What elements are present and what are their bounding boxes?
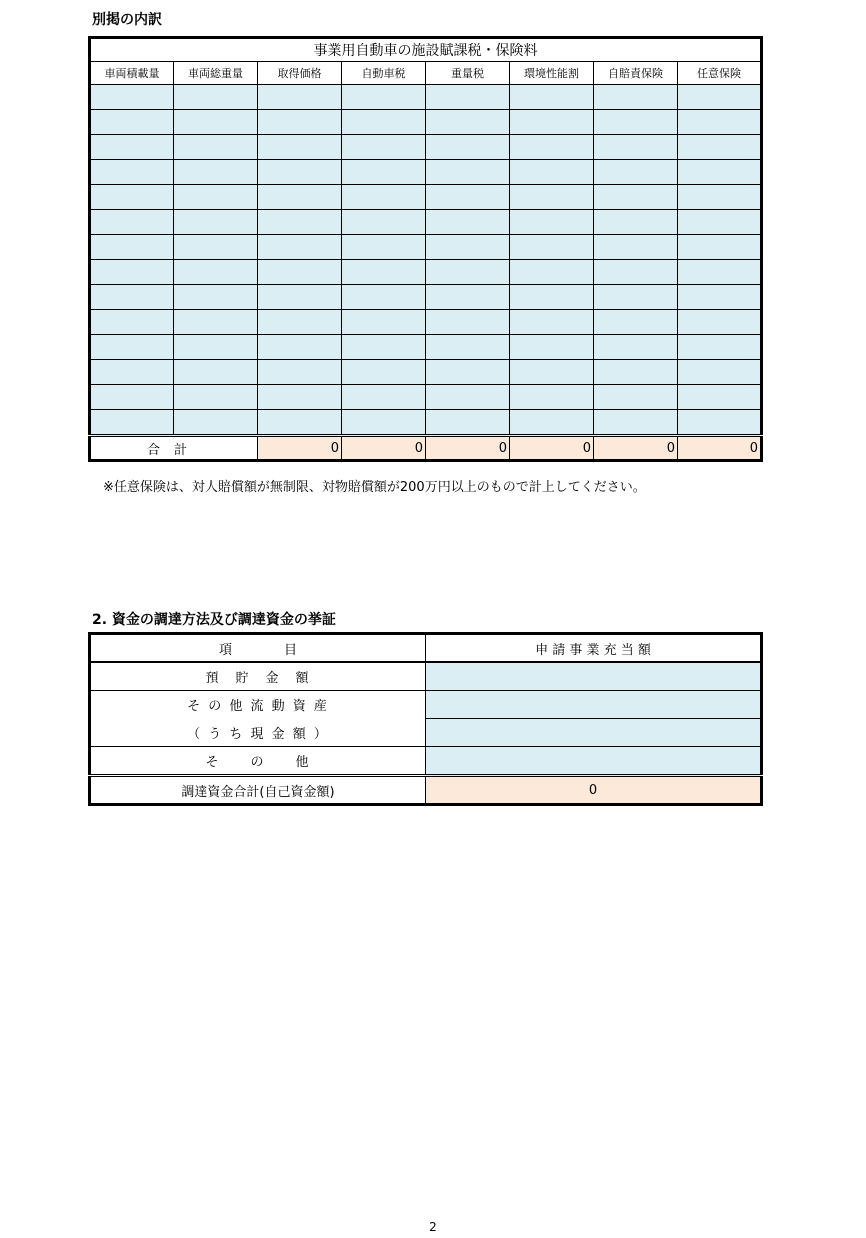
input-cell[interactable] — [678, 210, 762, 235]
total-acquisition-price: 0 — [258, 436, 342, 461]
input-cell[interactable] — [426, 335, 510, 360]
input-cell[interactable] — [510, 385, 594, 410]
input-cell[interactable] — [174, 160, 258, 185]
input-cell[interactable] — [426, 360, 510, 385]
input-cell[interactable] — [426, 385, 510, 410]
input-cell[interactable] — [510, 310, 594, 335]
input-cell[interactable] — [258, 335, 342, 360]
input-cell[interactable] — [174, 110, 258, 135]
input-cell[interactable] — [678, 110, 762, 135]
input-cell[interactable] — [426, 135, 510, 160]
input-cell[interactable] — [90, 210, 174, 235]
input-cell[interactable] — [90, 385, 174, 410]
input-cell[interactable] — [90, 160, 174, 185]
input-cell[interactable] — [426, 85, 510, 110]
input-cell[interactable] — [510, 235, 594, 260]
input-cell[interactable] — [510, 285, 594, 310]
input-cell[interactable] — [258, 410, 342, 436]
input-cell[interactable] — [594, 85, 678, 110]
input-cell[interactable] — [594, 185, 678, 210]
input-cell[interactable] — [678, 410, 762, 436]
input-cell[interactable] — [342, 385, 426, 410]
input-cell[interactable] — [258, 360, 342, 385]
input-cell[interactable] — [426, 410, 510, 436]
input-cell[interactable] — [510, 185, 594, 210]
input-cell[interactable] — [426, 285, 510, 310]
input-cell[interactable] — [342, 85, 426, 110]
input-cell[interactable] — [90, 185, 174, 210]
funding-table — [88, 632, 763, 806]
input-cell[interactable] — [174, 310, 258, 335]
input-cell[interactable] — [174, 335, 258, 360]
input-cell[interactable] — [594, 360, 678, 385]
table-row — [90, 260, 762, 285]
column-header: 車両積載量 — [90, 62, 174, 85]
column-header: 取得価格 — [258, 62, 342, 85]
input-cell[interactable] — [510, 210, 594, 235]
input-cell[interactable] — [594, 135, 678, 160]
input-cell[interactable] — [594, 160, 678, 185]
total-environmental-tax: 0 — [510, 436, 594, 461]
input-cell[interactable] — [90, 235, 174, 260]
input-cell[interactable] — [342, 110, 426, 135]
input-cell[interactable] — [342, 360, 426, 385]
input-cell[interactable] — [174, 185, 258, 210]
input-cell[interactable] — [174, 410, 258, 436]
input-cell[interactable] — [174, 85, 258, 110]
input-cell[interactable] — [174, 210, 258, 235]
cash-portion-amount-input[interactable] — [426, 719, 762, 747]
page-number: 2 — [429, 1220, 437, 1234]
input-cell[interactable] — [594, 410, 678, 436]
table-title: 事業用自動車の施設賦課税・保険料 — [90, 38, 762, 62]
input-cell[interactable] — [678, 185, 762, 210]
input-cell[interactable] — [342, 160, 426, 185]
other-assets-amount-input[interactable] — [426, 691, 762, 719]
input-cell[interactable] — [678, 360, 762, 385]
input-cell[interactable] — [594, 310, 678, 335]
input-cell[interactable] — [510, 360, 594, 385]
input-cell[interactable] — [90, 135, 174, 160]
input-cell[interactable] — [258, 310, 342, 335]
input-cell[interactable] — [258, 185, 342, 210]
total-label: 合計 — [90, 436, 258, 461]
input-cell[interactable] — [594, 210, 678, 235]
section2-title: 2. 資金の調達方法及び調達資金の挙証 — [92, 612, 336, 628]
input-cell[interactable] — [342, 335, 426, 360]
input-cell[interactable] — [90, 335, 174, 360]
table-row — [90, 335, 762, 360]
column-header: 環境性能割 — [510, 62, 594, 85]
input-cell[interactable] — [426, 210, 510, 235]
input-cell[interactable] — [258, 210, 342, 235]
input-cell[interactable] — [342, 135, 426, 160]
column-header: 任意保険 — [678, 62, 762, 85]
row-label-cash-portion: （ う ち 現 金 額 ） — [90, 719, 426, 747]
savings-amount-input[interactable] — [426, 662, 762, 691]
input-cell[interactable] — [678, 135, 762, 160]
header-amount: 申 請 事 業 充 当 額 — [426, 634, 762, 663]
input-cell[interactable] — [258, 135, 342, 160]
input-cell[interactable] — [678, 285, 762, 310]
input-cell[interactable] — [510, 410, 594, 436]
input-cell[interactable] — [342, 185, 426, 210]
input-cell[interactable] — [258, 160, 342, 185]
input-cell[interactable] — [594, 335, 678, 360]
input-cell[interactable] — [594, 285, 678, 310]
other-amount-input[interactable] — [426, 747, 762, 776]
input-cell[interactable] — [426, 110, 510, 135]
input-cell[interactable] — [90, 410, 174, 436]
input-cell[interactable] — [510, 85, 594, 110]
input-cell[interactable] — [510, 110, 594, 135]
input-cell[interactable] — [678, 160, 762, 185]
input-cell[interactable] — [258, 260, 342, 285]
total-funding-value: 0 — [426, 776, 762, 805]
input-cell[interactable] — [258, 110, 342, 135]
column-header: 自動車税 — [342, 62, 426, 85]
input-cell[interactable] — [90, 360, 174, 385]
input-cell[interactable] — [510, 260, 594, 285]
input-cell[interactable] — [594, 260, 678, 285]
input-cell[interactable] — [678, 385, 762, 410]
input-cell[interactable] — [426, 310, 510, 335]
row-label-other-assets: そ の 他 流 動 資 産 — [90, 691, 426, 719]
column-header: 重量税 — [426, 62, 510, 85]
input-cell[interactable] — [174, 385, 258, 410]
input-cell[interactable] — [678, 310, 762, 335]
input-cell[interactable] — [90, 285, 174, 310]
input-cell[interactable] — [90, 310, 174, 335]
input-cell[interactable] — [258, 85, 342, 110]
input-cell[interactable] — [594, 110, 678, 135]
header-item: 項 目 — [90, 634, 426, 663]
input-cell[interactable] — [342, 260, 426, 285]
row-label-savings: 預 貯 金 額 — [90, 662, 426, 691]
input-cell[interactable] — [174, 360, 258, 385]
input-cell[interactable] — [90, 110, 174, 135]
total-automobile-tax: 0 — [342, 436, 426, 461]
input-cell[interactable] — [678, 85, 762, 110]
input-cell[interactable] — [342, 235, 426, 260]
column-header: 車両総重量 — [174, 62, 258, 85]
input-cell[interactable] — [510, 335, 594, 360]
input-cell[interactable] — [342, 210, 426, 235]
input-cell[interactable] — [678, 235, 762, 260]
column-header: 自賠責保険 — [594, 62, 678, 85]
vehicle-tax-insurance-table — [88, 36, 763, 462]
table-row — [90, 285, 762, 310]
input-cell[interactable] — [594, 235, 678, 260]
input-cell[interactable] — [90, 260, 174, 285]
total-compulsory-insurance: 0 — [594, 436, 678, 461]
input-cell[interactable] — [426, 160, 510, 185]
input-cell[interactable] — [342, 285, 426, 310]
input-cell[interactable] — [594, 385, 678, 410]
table-row — [90, 135, 762, 160]
input-cell[interactable] — [426, 235, 510, 260]
insurance-note: ※任意保険は、対人賠償額が無制限、対物賠償額が200万円以上のもので計上してください。 — [103, 480, 646, 495]
table-row — [90, 360, 762, 385]
row-label-other: そ の 他 — [90, 747, 426, 776]
table-row — [90, 185, 762, 210]
input-cell[interactable] — [678, 260, 762, 285]
input-cell[interactable] — [510, 160, 594, 185]
table-row — [90, 235, 762, 260]
section1-title: 別掲の内訳 — [92, 12, 162, 28]
input-cell[interactable] — [174, 235, 258, 260]
total-funding-label: 調達資金合計(自己資金額) — [90, 776, 426, 805]
input-cell[interactable] — [174, 260, 258, 285]
input-cell[interactable] — [90, 85, 174, 110]
table-row — [90, 160, 762, 185]
input-cell[interactable] — [342, 310, 426, 335]
input-cell[interactable] — [426, 185, 510, 210]
input-cell[interactable] — [258, 235, 342, 260]
input-cell[interactable] — [426, 260, 510, 285]
input-cell[interactable] — [174, 285, 258, 310]
table-row — [90, 110, 762, 135]
total-weight-tax: 0 — [426, 436, 510, 461]
total-voluntary-insurance: 0 — [678, 436, 762, 461]
table-row — [90, 85, 762, 110]
input-cell[interactable] — [258, 385, 342, 410]
table-row — [90, 385, 762, 410]
input-cell[interactable] — [678, 335, 762, 360]
input-cell[interactable] — [342, 410, 426, 436]
input-cell[interactable] — [510, 135, 594, 160]
input-cell[interactable] — [174, 135, 258, 160]
table-row — [90, 410, 762, 436]
table-row — [90, 310, 762, 335]
table-row — [90, 210, 762, 235]
input-cell[interactable] — [258, 285, 342, 310]
